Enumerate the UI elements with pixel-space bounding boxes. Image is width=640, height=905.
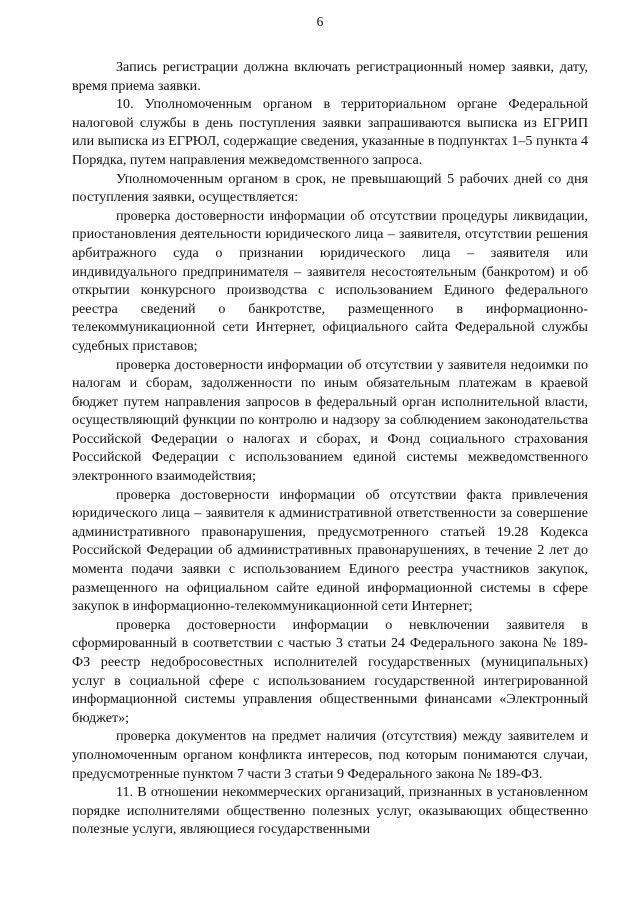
paragraph-registration-record: Запись регистрации должна включать регистрационный номер заявки, дату, время приема заявки. [72, 59, 588, 94]
paragraph-authorized-body-checks: Уполномоченным органом в срок, не превышающий 5 рабочих дней со дня поступления заявки, осуществляется: [72, 170, 588, 206]
page-number: 6 [316, 14, 324, 29]
document-body [72, 58, 588, 839]
paragraph-check-administrative-liability: проверка достоверности информации об отсутствии факта привлечения юридического лица – заявителя к административной ответственности за совершение административного правонарушения, предусмотренного статьей 19.28 Кодекса Российской Федерации об административных правонарушениях, в течение 2 лет до момента подачи заявки с использованием Единого реестра участников закупок, размещенного на официальном сайте единой информационной системы в сфере закупок в информационно-телекоммуникационной сети Интернет; [72, 486, 588, 615]
paragraph-item-10: 10. Уполномоченным органом в территориальном органе Федеральной налоговой службы в день поступления заявки запрашиваются выписка из ЕГРИП или выписка из ЕГРЮЛ, содержащие сведения, указанные в подпунктах 1–5 пункта 4 Порядка, путем направления межведомственного запроса. [72, 96, 588, 168]
paragraph-check-tax-arrears: проверка достоверности информации об отсутствии у заявителя недоимки по налогам и сборам, задолженности по иным обязательным платежам в краевой бюджет путем направления запросов в федеральный орган исполнительной власти, осуществляющий функции по контролю и надзору за соблюдением законодательства Российской Федерации о налогах и сборах, и Фонд социального страхования Российской Федерации с использованием единой системы межведомственного электронного взаимодействия; [72, 356, 588, 485]
paragraph-item-11: 11. В отношении некоммерческих организаций, признанных в установленном порядке исполнителями общественно полезных услуг, оказывающих общественно полезные услуги, являющиеся государственными [72, 784, 588, 838]
paragraph-check-conflict-of-interest: проверка документов на предмет наличия (отсутствия) между заявителем и уполномоченным органом конфликта интересов, под которым понимаются случаи, предусмотренные пунктом 7 части 3 статьи 9 Федерального закона № 189-ФЗ. [72, 728, 588, 782]
paragraph-check-unreliable-registry: проверка достоверности информации о невключении заявителя в сформированный в соответствии с частью 3 статьи 24 Федерального закона № 189-ФЗ реестр недобросовестных исполнителей государственных (муниципальных) услуг в социальной сфере с использованием государственной интегрированной информационной системы управления общественными финансами «Электронный бюджет»; [72, 616, 588, 726]
paragraph-check-liquidation: проверка достоверности информации об отсутствии процедуры ликвидации, приостановления деятельности юридического лица – заявителя, отсутствии решения арбитражного суда о признании юридического лица – заявителя или индивидуального предпринимателя – заявителя несостоятельным (банкротом) и об открытии конкурсного производства с использованием Единого федерального реестра сведений о банкротстве, размещенного в информационно-телекоммуникационной сети Интернет, официального сайта Федеральной службы судебных приставов; [72, 207, 588, 354]
